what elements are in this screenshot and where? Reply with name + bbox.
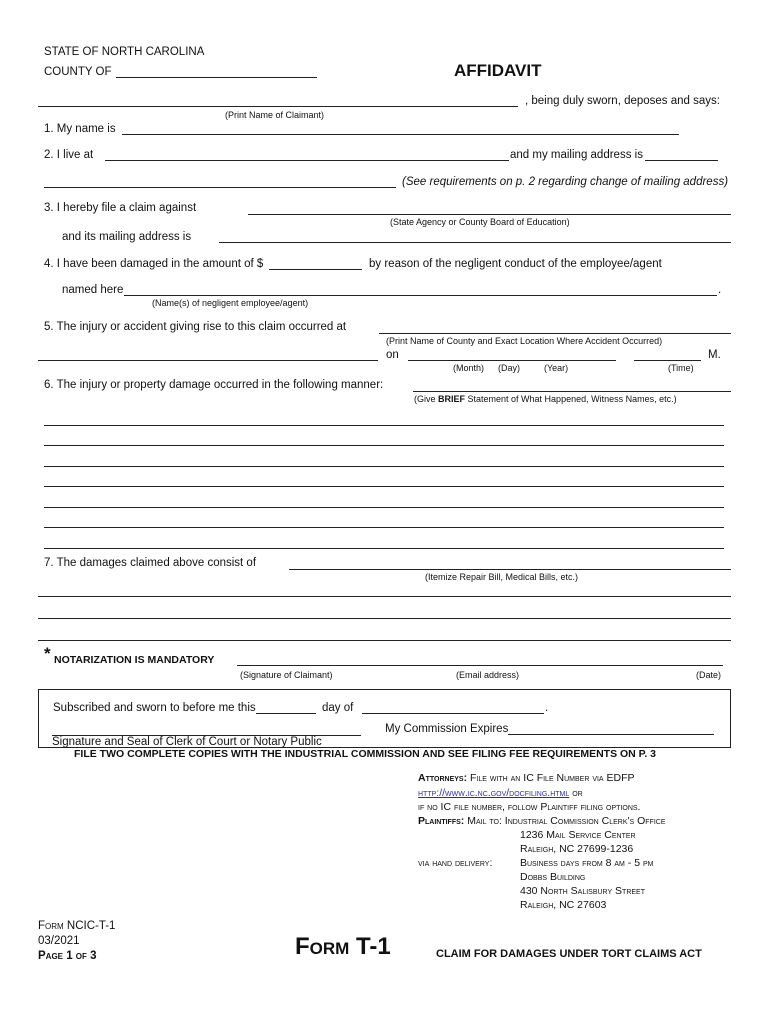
period: . — [718, 284, 722, 296]
damages-line[interactable] — [38, 640, 731, 641]
item-3-label: 3. I hereby file a claim against — [44, 202, 197, 214]
agency-field[interactable] — [248, 214, 731, 215]
manner-line[interactable] — [44, 445, 724, 446]
county-field[interactable] — [116, 77, 317, 78]
itemize-caption: (Itemize Repair Bill, Medical Bills, etc.) — [425, 572, 579, 582]
manner-line[interactable] — [44, 425, 724, 426]
email-caption: (Email address) — [456, 670, 520, 680]
location-field[interactable] — [379, 333, 731, 334]
print-name-caption: (Print Name of Claimant) — [225, 110, 325, 120]
mailing-field-cont[interactable] — [44, 187, 396, 188]
item-1-label: 1. My name is — [44, 123, 116, 135]
claimant-name-field[interactable] — [38, 106, 518, 107]
residence-field[interactable] — [105, 160, 509, 161]
time-caption: (Time) — [668, 363, 694, 373]
m-label: M. — [708, 349, 721, 361]
city-address: Raleigh, NC 27603 — [520, 899, 607, 911]
form-title: Form T-1 — [295, 933, 391, 960]
year-caption: (Year) — [544, 363, 569, 373]
plaintiffs-line: Plaintiffs: Mail to: Industrial Commission Clerk's Office — [418, 815, 666, 827]
manner-line[interactable] — [44, 527, 724, 528]
brief-caption: (Give BRIEF Statement of What Happened, Witness Names, etc.) — [414, 394, 677, 404]
item-7-label: 7. The damages claimed above consist of — [44, 557, 257, 569]
by-reason-text: by reason of the negligent conduct of the employee/agent — [369, 258, 662, 270]
date-field[interactable] — [408, 360, 616, 361]
damages-field[interactable] — [289, 569, 731, 570]
day-of-text: day of — [322, 702, 354, 714]
manner-field[interactable] — [413, 391, 731, 392]
signature-field[interactable] — [237, 665, 723, 666]
agency-mailing-field[interactable] — [219, 242, 731, 243]
manner-line[interactable] — [44, 486, 724, 487]
agency-caption: (State Agency or County Board of Education) — [390, 217, 570, 227]
item-2-label: 2. I live at — [44, 149, 94, 161]
named-caption: (Name(s) of negligent employee/agent) — [152, 298, 309, 308]
filing-notice: FILE TWO COMPLETE COPIES WITH THE INDUSTRIAL COMMISSION AND SEE FILING FEE REQUIREMENTS ON P. 3 — [74, 748, 657, 760]
sworn-text: , being duly sworn, deposes and says: — [525, 95, 720, 107]
no-ic-line: if no IC file number, follow Plaintiff filing options. — [418, 801, 641, 813]
period2: . — [545, 702, 549, 714]
mailing-label: and my mailing address is — [510, 149, 643, 161]
url-line: http://www.ic.nc.gov/docfiling.html or — [418, 787, 583, 799]
business-hours: Business days from 8 am - 5 pm — [520, 857, 654, 869]
street-address: 430 North Salisbury Street — [520, 885, 646, 897]
location-caption: (Print Name of County and Exact Location Where Accident Occurred) — [386, 336, 663, 346]
commission-field[interactable] — [508, 734, 714, 735]
item-6-label: 6. The injury or property damage occurred in the following manner: — [44, 379, 384, 391]
docfiling-link[interactable]: http://www.ic.nc.gov/docfiling.html — [418, 787, 570, 799]
hand-delivery-label: via hand delivery: — [418, 857, 493, 869]
seal-caption: Signature and Seal of Clerk of Court or Notary Public — [52, 736, 322, 748]
notary-day-field[interactable] — [256, 713, 316, 714]
notary-month-field[interactable] — [362, 713, 544, 714]
claim-title: CLAIM FOR DAMAGES UNDER TORT CLAIMS ACT — [436, 948, 702, 960]
address-line-2: Raleigh, NC 27699-1236 — [520, 843, 634, 855]
damages-line[interactable] — [38, 596, 731, 597]
manner-line[interactable] — [44, 548, 724, 549]
signature-caption: (Signature of Claimant) — [240, 670, 333, 680]
affidavit-title: AFFIDAVIT — [454, 61, 542, 80]
notarization-mandatory: NOTARIZATION IS MANDATORY — [54, 654, 215, 666]
page-number: Page 1 of 3 — [38, 950, 97, 962]
damages-line[interactable] — [38, 618, 731, 619]
on-label: on — [386, 349, 399, 361]
asterisk: * — [44, 644, 51, 663]
manner-line[interactable] — [44, 466, 724, 467]
item-5-label: 5. The injury or accident giving rise to this claim occurred at — [44, 321, 347, 333]
named-here-label: named here — [62, 284, 124, 296]
building-name: Dobbs Building — [520, 871, 586, 883]
time-field[interactable] — [634, 360, 701, 361]
county-label: COUNTY OF — [44, 66, 112, 78]
employee-name-field[interactable] — [124, 295, 717, 296]
commission-label: My Commission Expires — [385, 723, 509, 735]
date-caption: (Date) — [696, 670, 722, 680]
item-4-label: 4. I have been damaged in the amount of $ — [44, 258, 264, 270]
see-requirements-note: (See requirements on p. 2 regarding change of mailing address) — [402, 176, 729, 188]
form-id: Form NCIC-T-1 — [38, 920, 116, 932]
location-field-cont[interactable] — [38, 360, 378, 361]
agency-mailing-label: and its mailing address is — [62, 231, 192, 243]
subscribed-text: Subscribed and sworn to before me this — [53, 702, 256, 714]
attorneys-line: Attorneys: File with an IC File Number via EDFP — [418, 772, 635, 784]
my-name-field[interactable] — [122, 134, 679, 135]
amount-field[interactable] — [269, 269, 362, 270]
address-line-1: 1236 Mail Service Center — [520, 829, 636, 841]
mailing-field[interactable] — [645, 160, 718, 161]
state-heading: STATE OF NORTH CAROLINA — [44, 46, 205, 58]
manner-line[interactable] — [44, 507, 724, 508]
day-caption: (Day) — [498, 363, 520, 373]
month-caption: (Month) — [453, 363, 485, 373]
form-date: 03/2021 — [38, 935, 80, 947]
